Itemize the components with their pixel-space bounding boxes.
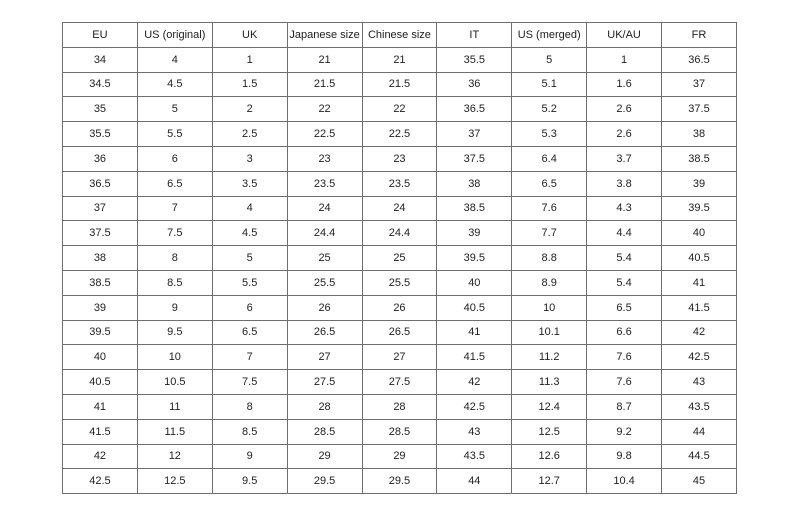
table-row [63,196,737,221]
table-cell: 44.5 [662,444,737,469]
table-cell: 41.5 [662,295,737,320]
table-cell: 2.6 [587,122,662,147]
table-cell: 6.5 [512,171,587,196]
table-cell: 40 [63,345,138,370]
table-cell: 4 [212,196,287,221]
table-cell: 10 [512,295,587,320]
table-cell: 27.5 [362,370,437,395]
table-cell: 2 [212,97,287,122]
table-cell: 10.1 [512,320,587,345]
column-header: US (merged) [512,23,587,48]
table-cell: 7.5 [212,370,287,395]
table-cell: 7 [212,345,287,370]
table-row [63,370,737,395]
table-row [63,320,737,345]
table-cell: 10.4 [587,469,662,494]
table-cell: 22 [287,97,362,122]
table-cell: 11.5 [137,419,212,444]
table-cell: 39 [662,171,737,196]
table-cell: 5.1 [512,72,587,97]
table-row [63,146,737,171]
table-cell: 34 [63,47,138,72]
table-cell: 37 [662,72,737,97]
table-cell: 36 [63,146,138,171]
column-header: UK [212,23,287,48]
table-cell: 29.5 [287,469,362,494]
table-cell: 8.8 [512,246,587,271]
table-cell: 38 [662,122,737,147]
table-cell: 12 [137,444,212,469]
table-cell: 8.5 [212,419,287,444]
table-cell: 4 [137,47,212,72]
table-cell: 24 [362,196,437,221]
table-body [63,47,737,493]
table-cell: 1 [212,47,287,72]
table-cell: 43.5 [662,394,737,419]
table-cell: 1.6 [587,72,662,97]
table-cell: 4.5 [212,221,287,246]
table-cell: 38 [437,171,512,196]
table-cell: 4.4 [587,221,662,246]
table-cell: 28 [287,394,362,419]
table-cell: 42.5 [437,394,512,419]
table-cell: 23.5 [362,171,437,196]
table-cell: 28 [362,394,437,419]
table-cell: 10.5 [137,370,212,395]
table-cell: 40 [662,221,737,246]
column-header: FR [662,23,737,48]
table-cell: 21.5 [287,72,362,97]
table-cell: 2.5 [212,122,287,147]
table-cell: 11.3 [512,370,587,395]
table-row [63,221,737,246]
table-cell: 29.5 [362,469,437,494]
table-cell: 26 [287,295,362,320]
table-cell: 7.6 [587,345,662,370]
table-cell: 28.5 [287,419,362,444]
table-row [63,419,737,444]
table-cell: 9 [212,444,287,469]
table-cell: 42.5 [662,345,737,370]
table-cell: 40.5 [63,370,138,395]
table-cell: 7.6 [512,196,587,221]
table-cell: 26.5 [362,320,437,345]
table-cell: 45 [662,469,737,494]
table-cell: 5 [512,47,587,72]
table-header [63,23,737,48]
table-cell: 39 [63,295,138,320]
table-cell: 9.5 [212,469,287,494]
table-cell: 41 [437,320,512,345]
table-cell: 1 [587,47,662,72]
table-cell: 36.5 [662,47,737,72]
table-cell: 38.5 [662,146,737,171]
table-cell: 6.4 [512,146,587,171]
table-cell: 4.3 [587,196,662,221]
column-header: EU [63,23,138,48]
table-cell: 44 [662,419,737,444]
table-row [63,246,737,271]
table-cell: 24.4 [362,221,437,246]
table-cell: 39.5 [63,320,138,345]
table-cell: 9.5 [137,320,212,345]
table-cell: 35.5 [63,122,138,147]
table-cell: 27 [362,345,437,370]
table-cell: 38.5 [437,196,512,221]
table-cell: 7.5 [137,221,212,246]
table-row [63,72,737,97]
table-cell: 3.5 [212,171,287,196]
table-cell: 26 [362,295,437,320]
table-cell: 12.4 [512,394,587,419]
column-header: Japanese size [287,23,362,48]
table-cell: 5.5 [137,122,212,147]
table-cell: 22 [362,97,437,122]
table-cell: 41 [63,394,138,419]
table-cell: 23.5 [287,171,362,196]
table-cell: 23 [362,146,437,171]
table-cell: 7.7 [512,221,587,246]
table-cell: 29 [362,444,437,469]
table-cell: 36.5 [437,97,512,122]
table-cell: 12.7 [512,469,587,494]
table-cell: 4.5 [137,72,212,97]
table-row [63,47,737,72]
table-cell: 39.5 [662,196,737,221]
table-cell: 22.5 [287,122,362,147]
table-cell: 35 [63,97,138,122]
table-cell: 38.5 [63,270,138,295]
table-cell: 6.5 [212,320,287,345]
column-header: IT [437,23,512,48]
table-cell: 3.7 [587,146,662,171]
header-row [63,23,737,48]
column-header: UK/AU [587,23,662,48]
table-row [63,171,737,196]
table-cell: 38 [63,246,138,271]
table-cell: 37 [63,196,138,221]
table-cell: 21 [362,47,437,72]
table-cell: 21 [287,47,362,72]
table-cell: 6.5 [137,171,212,196]
table-cell: 9.2 [587,419,662,444]
table-cell: 36 [437,72,512,97]
table-cell: 39 [437,221,512,246]
table-cell: 5.4 [587,246,662,271]
shoe-size-conversion-table [62,22,737,494]
table-cell: 5 [137,97,212,122]
table-cell: 26.5 [287,320,362,345]
table-cell: 5.3 [512,122,587,147]
table-cell: 40 [437,270,512,295]
table-cell: 12.5 [512,419,587,444]
table-cell: 40.5 [662,246,737,271]
table-cell: 24 [287,196,362,221]
table-cell: 25 [287,246,362,271]
table-cell: 3 [212,146,287,171]
table-cell: 11 [137,394,212,419]
table-row [63,97,737,122]
table-row [63,122,737,147]
table-cell: 6.5 [587,295,662,320]
table-cell: 40.5 [437,295,512,320]
table-cell: 21.5 [362,72,437,97]
table-cell: 37 [437,122,512,147]
table-cell: 8 [212,394,287,419]
table-cell: 25.5 [362,270,437,295]
table-cell: 29 [287,444,362,469]
table-row [63,295,737,320]
table-cell: 5 [212,246,287,271]
table-cell: 24.4 [287,221,362,246]
table-row [63,270,737,295]
table-cell: 43 [437,419,512,444]
table-cell: 25 [362,246,437,271]
table-cell: 22.5 [362,122,437,147]
table-row [63,444,737,469]
table-cell: 3.8 [587,171,662,196]
table-cell: 43 [662,370,737,395]
table-cell: 25.5 [287,270,362,295]
table-cell: 42 [63,444,138,469]
table-cell: 35.5 [437,47,512,72]
table-cell: 5.4 [587,270,662,295]
table-cell: 42 [437,370,512,395]
table-cell: 8.9 [512,270,587,295]
table-cell: 27 [287,345,362,370]
table-cell: 2.6 [587,97,662,122]
table-cell: 12.6 [512,444,587,469]
table-cell: 7.6 [587,370,662,395]
column-header: US (original) [137,23,212,48]
table-cell: 37.5 [662,97,737,122]
table-cell: 7 [137,196,212,221]
table-row [63,345,737,370]
table-cell: 43.5 [437,444,512,469]
table-cell: 5.2 [512,97,587,122]
table-cell: 9.8 [587,444,662,469]
table-cell: 8 [137,246,212,271]
table-cell: 10 [137,345,212,370]
table-cell: 9 [137,295,212,320]
table-cell: 41.5 [437,345,512,370]
table-cell: 1.5 [212,72,287,97]
table-cell: 12.5 [137,469,212,494]
table-cell: 42.5 [63,469,138,494]
table-row [63,469,737,494]
table-cell: 37.5 [63,221,138,246]
table-cell: 44 [437,469,512,494]
table-cell: 39.5 [437,246,512,271]
table-cell: 23 [287,146,362,171]
table-cell: 6.6 [587,320,662,345]
table-cell: 8.7 [587,394,662,419]
table-cell: 37.5 [437,146,512,171]
table-cell: 41.5 [63,419,138,444]
table-cell: 6 [212,295,287,320]
table-cell: 11.2 [512,345,587,370]
table-cell: 8.5 [137,270,212,295]
table-cell: 36.5 [63,171,138,196]
table-cell: 34.5 [63,72,138,97]
table-cell: 27.5 [287,370,362,395]
table-cell: 41 [662,270,737,295]
table-cell: 42 [662,320,737,345]
table-row [63,394,737,419]
table-cell: 6 [137,146,212,171]
table-cell: 5.5 [212,270,287,295]
column-header: Chinese size [362,23,437,48]
table-cell: 28.5 [362,419,437,444]
